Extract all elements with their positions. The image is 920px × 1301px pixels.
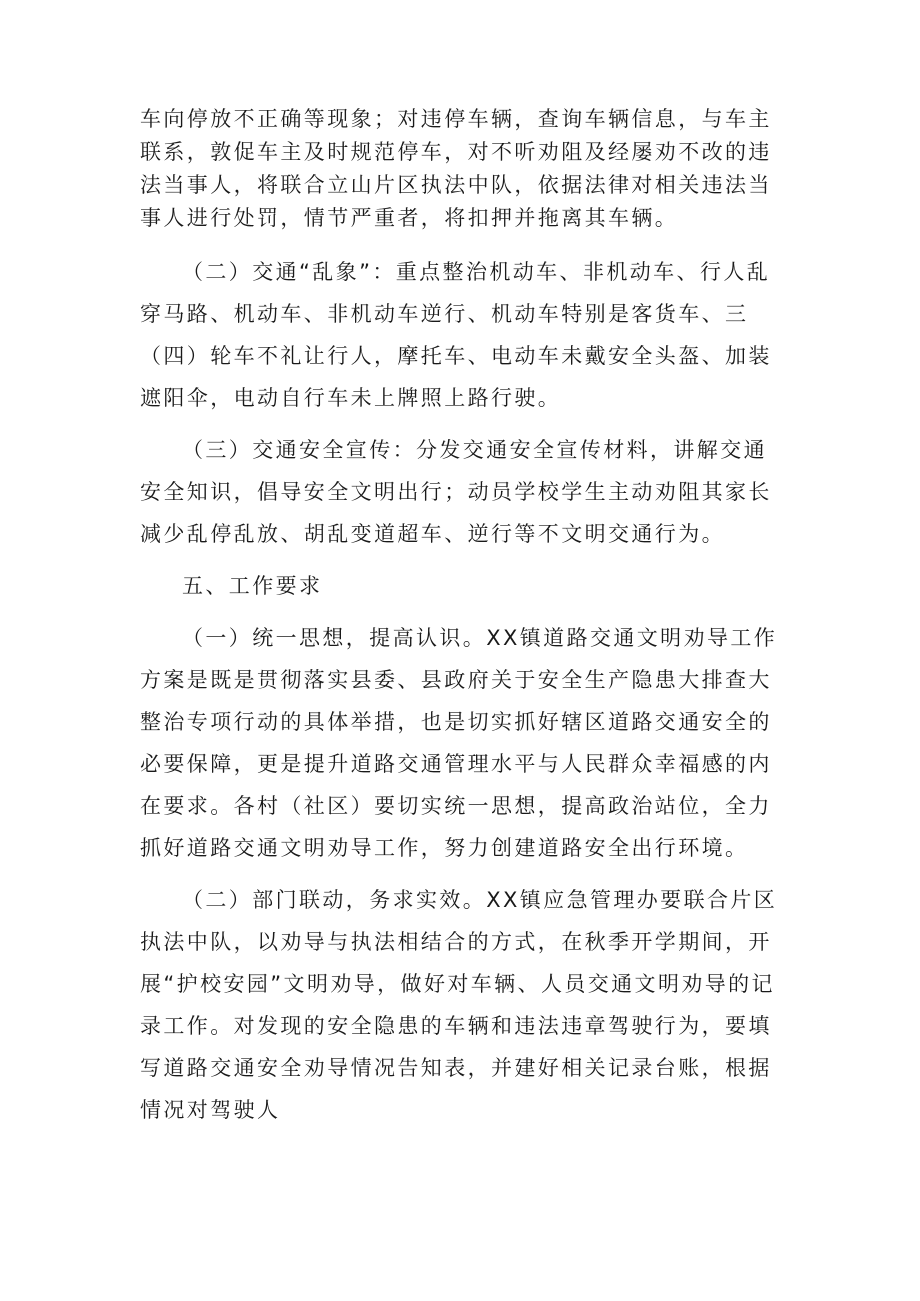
paragraph-parking-enforcement: 车向停放不正确等现象；对违停车辆，查询车辆信息，与车主联系，敦促车主及时规范停车，对不听劝阻及经屡劝不改的违法当事人，将联合立山片区执法中队，依据法律对相关违法当事人进行处罚，情节严重者，将扣押并拖离其车辆。 [140,107,772,230]
paragraph-safety-publicity: （三）交通安全宣传：分发交通安全宣传材料，讲解交通安全知识，倡导安全文明出行；动员学校学生主动劝阻其家长减少乱停乱放、胡乱变道超车、逆行等不文明交通行为。 [140,438,772,546]
paragraph-unify-thinking: （一）统一思想，提高认识。XX镇道路交通文明劝导工作方案是既是贯彻落实县委、县政府关于安全生产隐患大排查大整治专项行动的具体举措，也是切实抓好辖区道路交通安全的必要保障，更是提升道路交通管理水平与人民群众幸福感的内在要求。各村（社区）要切实统一思想，提高政治站位，全力抓好道路交通文明劝导工作，努力创建道路安全出行环境。 [140,626,778,860]
document-body [140,103,790,1131]
section-heading-work-requirements: 五、工作要求 [182,574,323,598]
paragraph-department-linkage: （二）部门联动，务求实效。XX镇应急管理办要联合片区执法中队，以劝导与执法相结合的方式，在秋季开学期间，开展“护校安园”文明劝导，做好对车辆、人员交通文明劝导的记录工作。对发现的安全隐患的车辆和违法违章驾驶行为，要填写道路交通安全劝导情况告知表，并建好相关记录台账，根据情况对驾驶人 [140,888,778,1122]
paragraph-traffic-chaos: （二）交通“乱象”：重点整治机动车、非机动车、行人乱穿马路、机动车、非机动车逆行、机动车特别是客货车、三（四）轮车不礼让行人，摩托车、电动车未戴安全头盔、加装遮阳伞，电动自行车未上牌照上路行驶。 [140,260,772,410]
